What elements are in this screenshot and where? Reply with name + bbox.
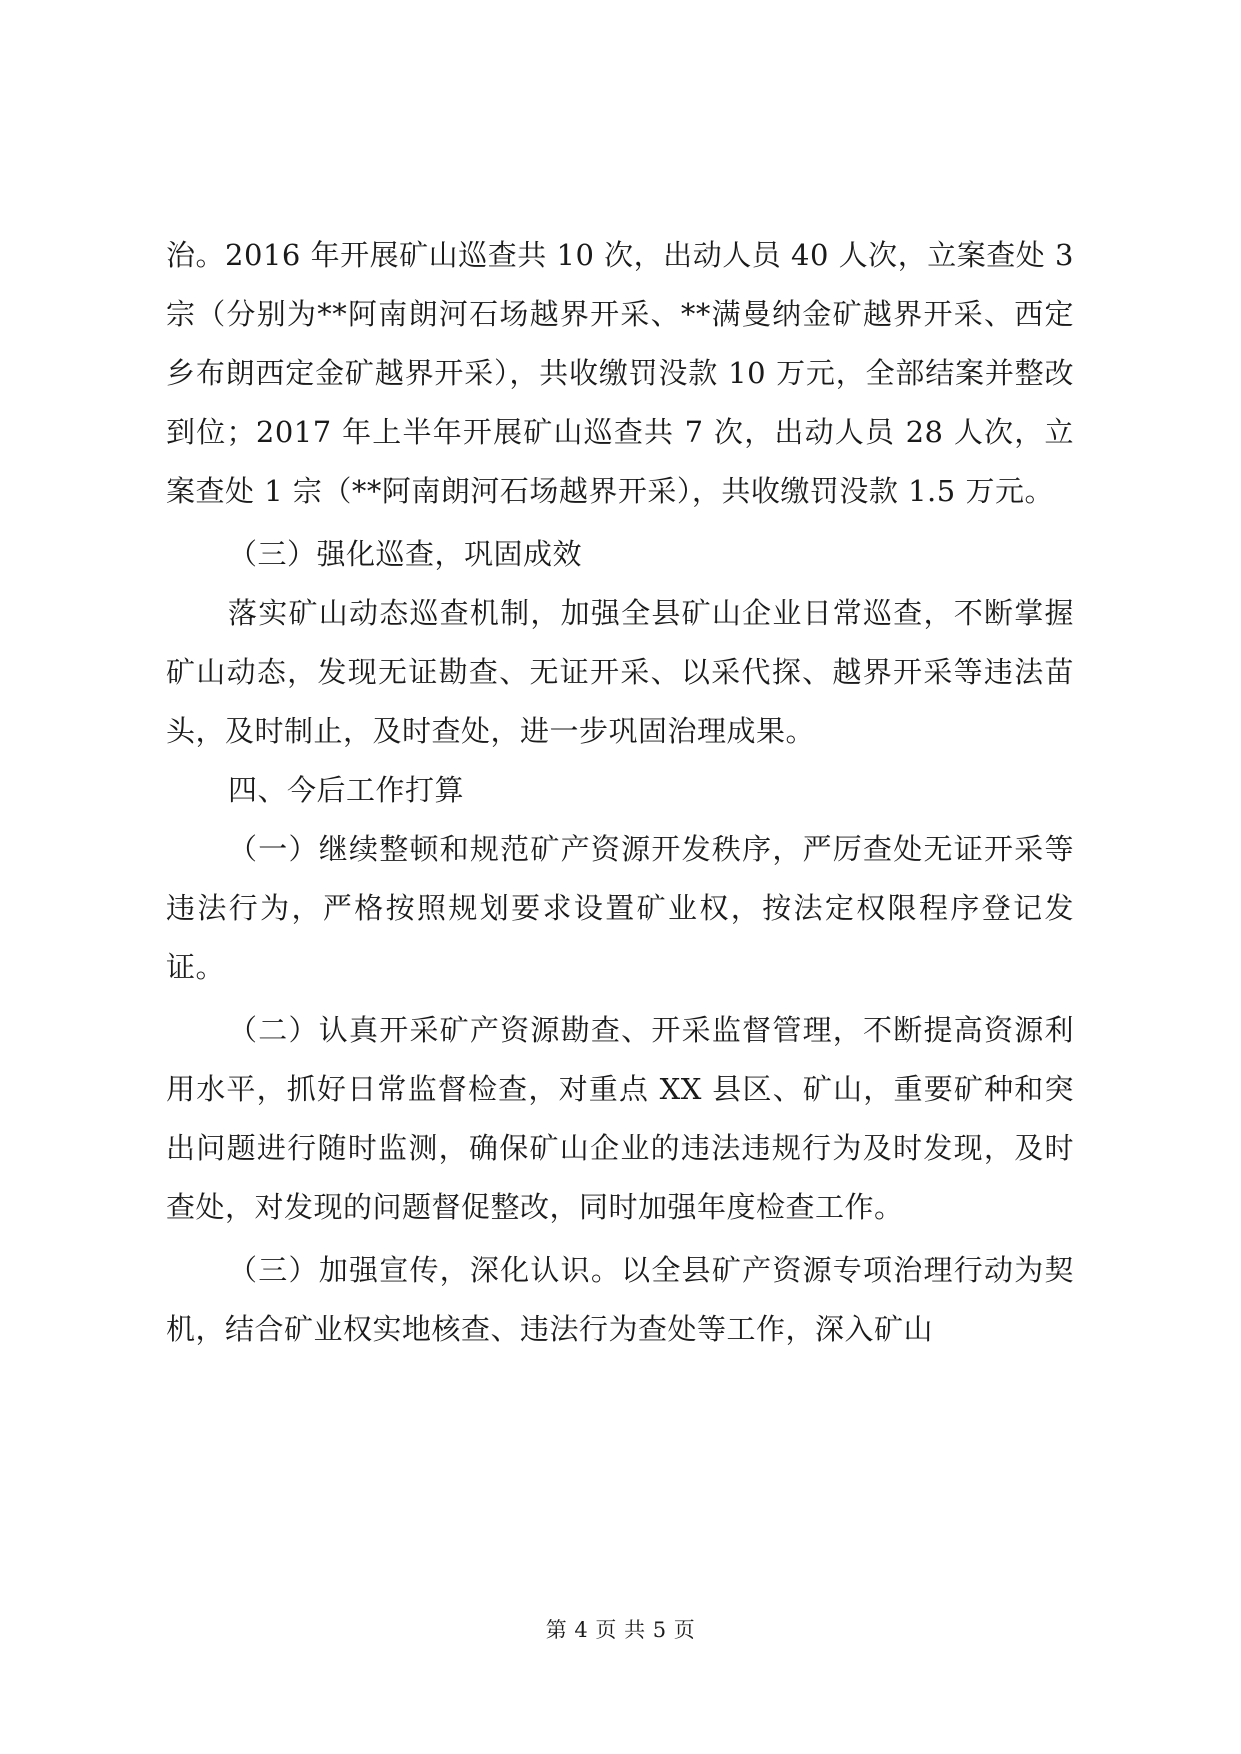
page-number-footer: 第 4 页 共 5 页 [545, 1618, 696, 1642]
paragraph-plan-2: （二）认真开采矿产资源勘查、开采监督管理，不断提高资源利用水平，抓好日常监督检查，对重点 XX 县区、矿山，重要矿种和突出问题进行随时监测，确保矿山企业的违法违规行为及时发现，及时查处，对发现的问题督促整改，同时加强年度检查工作。 [166, 1013, 1074, 1224]
paragraph-plan-3: （三）加强宣传，深化认识。以全县矿产资源专项治理行动为契机，结合矿业权实地核查、违法行为查处等工作，深入矿山 [166, 1253, 1074, 1346]
paragraph-plan-1: （一）继续整顿和规范矿产资源开发秩序，严厉查处无证开采等违法行为，严格按照规划要求设置矿业权，按法定权限程序登记发证。 [166, 832, 1074, 984]
section-heading-3: （三）强化巡查，巩固成效 [228, 537, 583, 571]
paragraph-patrol-mechanism: 落实矿山动态巡查机制，加强全县矿山企业日常巡查，不断掌握矿山动态，发现无证勘查、无证开采、以采代探、越界开采等违法苗头，及时制止，及时查处，进一步巩固治理成果。 [166, 596, 1074, 748]
paragraph-continuation: 治。2016 年开展矿山巡查共 10 次，出动人员 40 人次，立案查处 3 宗（分别为**阿南朗河石场越界开采、**满曼纳金矿越界开采、西定乡布朗西定金矿越界开采），共收缴罚没款 10 万元，全部结案并整改到位；2017 年上半年开展矿山巡查共 7 次，出动人员 28 人次，立案查处 1 宗（**阿南朗河石场越界开采），共收缴罚没款 1.5 万元。 [166, 238, 1074, 508]
document-body [166, 226, 1074, 1359]
section-heading-future-plans: 四、今后工作打算 [228, 773, 465, 807]
